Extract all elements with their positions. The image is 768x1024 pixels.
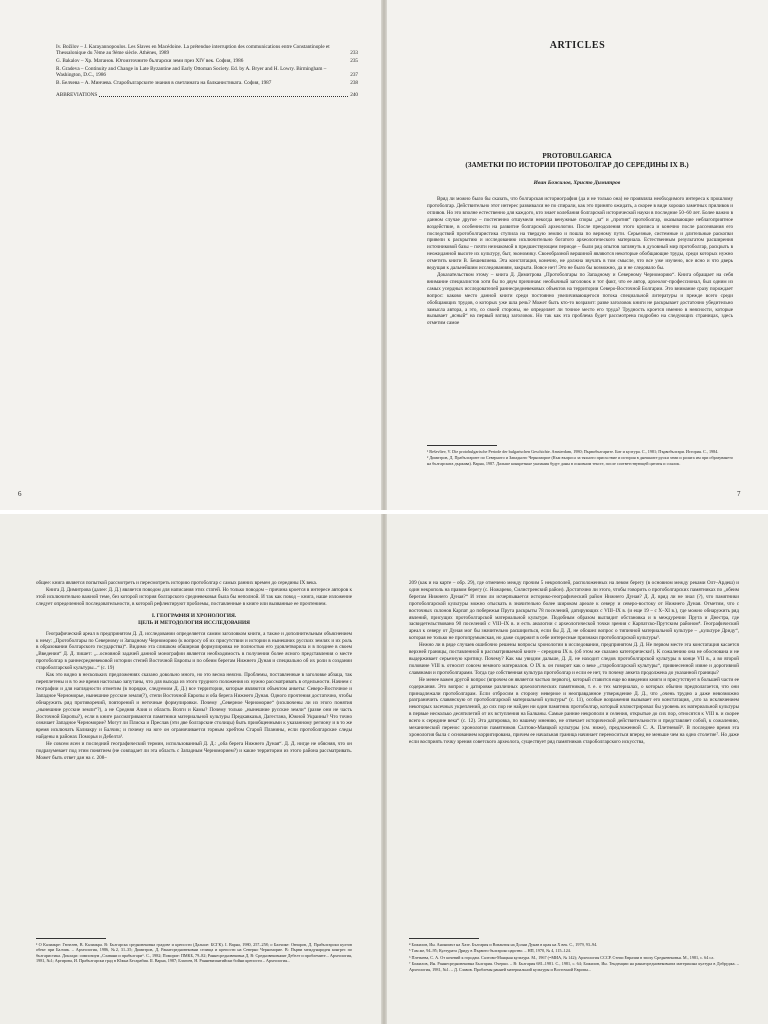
body-paragraph: Географический ареал в предпринятом Д. Д. исследовании определяется самим заголовком книги, а также и дополнительным объяснением к нему: „Протоболгары по Северному и Западному Черноморию (к вопросу об их присутствии и истории в нынешних русских землях и их роль в образовании болгарского государства)“. Видимо эта слишком обширная формулировка не полностью его удовлетворила и в позднее в своем „Введении“ Д. Д. пишет: „...основной задачей данной монографии является необходимость в получении более ясного представления о месте протоболгар в раннесредневековой истории степей Восточной Европы и по обеим берегам Нижнего Дуная и специально об их роли в создании староболгарской культуры...“ (с. 19) xyxy=(36,630,352,672)
toc-entry-page: 233 xyxy=(350,50,358,57)
footnote: ⁶ Плетнева, С. А. От кочевий к городам. Салтово-Маяцкая культура. М., 1967 (=МИА, № 142); Археология СССР. Степи Евразии в эпоху Средневековья. М., 1981, с. 64 сл. xyxy=(409,954,715,960)
toc-entry-text: G. Bakalov – Хр. Матанов. Югоизточните български земи през XIV век. София, 1986 xyxy=(56,58,244,64)
page-number: 6 xyxy=(18,490,22,498)
article-first-page xyxy=(387,0,768,510)
section-title xyxy=(36,613,352,627)
footnote: ³ О Калиакре: Гюзелев, В. Калиакра. В: Българска средновековна градове и крепости (Дальше: БСГК). I. Варна, 1980, 257–258; о Балчике: Овчаров, Д. Прабългарски култов обект при Балчик. – Археология, 1986, №2, 31–35; Димитров, Д. Раннесредновековни селища и крепости на Северно Черноморие. В: Първи международен конгрес по българистика. Доклади: симпозиум „Славяни и прабългари“. С., 1982; Поморие: ПМКБ, 79–82; Раннесредновековна Д. В: Средновековният Дебелт и проблемите... Археология, 1981, №1; Аргирова, И. Прабългарски грaд в Южна Бесарабия. II. Варна, 1987; Благоев, Н. Ранневизантийски бойни крепости – Археология... xyxy=(36,942,352,964)
toc-entry xyxy=(56,66,358,79)
toc-entry-page: 235 xyxy=(350,58,358,64)
toc-abbreviations-page: 240 xyxy=(350,92,358,98)
contents-page xyxy=(0,0,381,510)
table-of-contents xyxy=(56,44,358,100)
toc-entry-page: 238 xyxy=(350,79,358,86)
toc-entry xyxy=(56,80,358,86)
article-body xyxy=(427,196,733,440)
toc-entry xyxy=(56,44,358,57)
toc-leader-dots xyxy=(99,96,348,97)
toc-abbreviations-entry xyxy=(56,92,358,98)
body-paragraph: 209 (как и на карте – обр. 29), где отмечено между прочим 5 некрополей, расположенных на левом берегу (в основном между реками Олт–Ардеш) и один некрополь на правом берегу (с. Ножарево, Силистренский район). Достаточно ли этого, чтобы говорить о протоболгарских памятниках по „обеим берегам Нижнего Дуная?“ И этим ли исчерпывается историко-географический район Нижнего Дуная? Д. Д. вряд ли не знал (?), что памятники протоболгарской культуры можно отыскать в значительно более широком ареале к северу и северо-востоку от Нижнего Дуная. Отметим, что с восточных склонов Карпат до побережья Прута раскрыты 78 поселений, датирующих с VIII–IX в. (и еще 19 – с X–XI в.), где можно обнаружить ряд явлений, присущих протоболгарской материальной культуре. Подобным образом выглядит обстановка и в междуречии Прута и Днестра, где засвидетельствовано 90 поселений с VIII–IX в. и есть аналогии с археологической точки зрения с Карпатско-Прутским районом⁴. Географический ареал к северу от Дуная мог бы значительно расшириться, если бы Д. Д. не обошел вопрос о типичной материальной культуре – „культуре Дридy“, которая не только не протопрумынская, но даже содержит в себе интересные признаки протоболгарской культуры⁵. xyxy=(409,580,739,642)
toc-entry-text: В. Белчева – А. Минчева. Старобългарските знания в светлината на балканистиката. София, 1987 xyxy=(56,79,272,86)
article-page-8 xyxy=(0,514,381,1024)
section-heading: ARTICLES xyxy=(549,40,606,51)
footnotes xyxy=(36,942,352,1020)
book-spread-bottom xyxy=(0,514,768,1024)
section-title-line: I. ГЕОГРАФИЯ И ХРОНОЛОГИЯ. xyxy=(151,612,237,619)
body-paragraph: Не совсем ясен и последний географический термин, использованный Д. Д.: „оба берега Нижнего Дуная“. Д. Д. нигде не обясняя, что он подразумевает под этим понятием (не совпадает ли эта область с Западным Черноморием?) и какие территории из этого района рассматривать. Может быть ответ дан на с. 208– xyxy=(36,741,352,761)
body-paragraph: Вряд ли можно было бы сказать, что болгарская историография (да и не только она) не проявляла необходимого интереса к прошлому протоболгар. Действительно этот интерес развивался не по спирали, как это принято ожидать, а скорее в виде хорошо заметных приливов и отливов. Но это вполне естественно для каждого, кто знает колебания болгарской исторической науки в последние 50–60 лет. Более важно в данном случае другое – постепенно отшумели некогда венужные споры „за“ и „против“ протоболгар, оказывающие неблагоприятное воздействие, в особенности на развитие болгарской археологии. После преодоления этого кризиса и конечно после рассеивания его последствий протоболгаристика ступила на твердую землю и пошла по верному пути. Серьезные, системные и длительные раскопки привели к раскрытию и исследованию исключительно богатого археологического материала. Естественным результатом расширения источниковой базы – почти незнакомой в предшествующем периоде – были ряд опытов заглянуть в духовный мир протоболгар, раскрыть в неожиданной высоте их культуру, быт, экономику. Своеобразной вершиной являются некоторые обобщающие труды, среди которых нужно отметить книги В. Бешевлиева. Эта констатация, конечно, не должна звучать в том смысле, что все уже изучено, все ясно и что дверь ведущая к дальнейшим исследованиям, закрыта. Вовсе нет! Это не было бы возможно, да и не следовало бы. xyxy=(427,196,733,272)
body-paragraph: Доказательством этому – книга Д. Димитрова „Протоболгары по Западному и Северному Черноморию“. Книга обращает на себя внимание специалистов хотя бы по двум причинам: необычный заголовок и тот факт, что ее автор, археолог-профессионал, был одним из самых усердных исследователей раннесредневековых объектов на территории Северо-Восточной Болгарии. Это внимание сразу порождает вопрос: каково место данной книги среди постоянно увеличивающегося потока специальной литературы и прежде всего среди обобщающих трудов, о которых уже шла речь? Может быть кто-то возразит: разве заголовок книги не раскрывает достаточно убедительно замысла автора, а это, со своей стороны, не определяет ли точное место его труда? Трудность кроется именно в неясности, которые вызывает „ясный“ на первый взгляд заголовок. Но так как эта проблема будет рассмотрена подробно на следующих страницах, здесь отметим самое xyxy=(427,271,733,327)
toc-entry-page: 237 xyxy=(350,72,358,78)
toc-entry-text: Iv. Božilov – J. Karayannopoulos. Les Slaves en Macédoine. La prétendue interruption des communications entre Constantinople et Thessalonique du 7ème au 9ème siècle. Athènes, 1989 xyxy=(56,44,330,57)
body-paragraph: Не менее важен другой вопрос (впрочем он является частью первого), который ставится еще во введении книги и присутствует в большей части ее содержания. Это вопрос о датировке различных археологических памятников, т. е. о тех материалах, о которых обычно предполагается, что они принадлежали протоболгарам. Если отбросим в сторону неверное и неоправданное утверждение Д. Д., что „очень трудно а даже невозможно разграничить славянскую от протоболгарской материальной культуры“ (с. 11), особые возражения вызывает его констатация, „что за исключением некоторых засечных укреплений, до сих пор не найден ни один памятник протоболгар, который иллюстрировал бы уровень их материальной культуры в первые несколько десятилетий от их вступления на Балканы. Самые ранние некрополи и селения, открытые до сих пор, относятся к VIII в. и скорее всего к середине века“ (с. 12). Эта датировка, по нашему мнению, не отвечает исторической действительности и представляет собой, к сожалению, механический перенос хронологии памятников Салтово-Маяцкой культуры (см. ниже), предложенной С. А. Плетневой⁶. В последнее время эта хронология была с основанием корригирована, причем ее начальная граница начинает переноситься вперед не меньше чем на одно столетие⁷. Но даже если восприять точку зрения советского археолога, существует ряд памятников староболгарского искусства, xyxy=(409,676,739,745)
article-page-9 xyxy=(387,514,768,1024)
body-paragraph: Как это видно в нескольких предложениях сказано довольно много, но это весма неясно. Проблемы, поставленные в заголовке абзаца, так переплетены и в то же время настолько запутаны, что для выхода из этого трудного положения их нужно рассматривать в отдельности. Начнем с географии и для наглядности отметим (в порядке, следуемом Д. Д.) все территории, которые являются объектом анкеты: Северо-Восточное и Западное Черноморье, нынешние русские земли(?), степи Восточной Европы и оба берега Нижнего Дуная. Одного прочтения достаточно, чтобы обнаружить ряд противоречий, повторений и неточные формулировки. Почему „Северное Черноморие“ (исключены ли из этого понятия „нынешние русские земли“?), а не Средняя Азия и область Волги и Камы? Почему только „нынешние русские земли“ (разве они не часть Восточной Европы?), если в книге рассматриваются памятники материальной культуры Предкавказья, Дагестана, Южной Украины? Что точно означает Западное Черноморие? Могут ли Плиска и Преслав (эти две болгарские столицы) быть приобщенными к указанному региону и в то же время исключать Калиакру и Балчик; и почему на юге он ограничивается горным хребтом Старой Планины, если протоболгарские следы найдены в районах Поморья и Дебелта³. xyxy=(36,672,352,741)
footnote: ¹ Beševliev, V. Die protobulgarische Periode der bulgarischen Geschichte. Amsterdam, 1980; Първобългарите. Бит и култура. С., 1981; Първобългари. История. С., 1984. xyxy=(427,449,719,454)
toc-abbreviations-label: ABBREVIATIONS xyxy=(56,92,98,98)
page-number: 7 xyxy=(737,490,741,498)
book-spread-top xyxy=(0,0,768,510)
article-title-subtitle: (ЗАМЕТКИ ПО ИСТОРИИ ПРОТОБОЛГАР ДО СЕРЕДИНЫ IX В.) xyxy=(465,161,689,169)
footnote: ⁷ Божилов, Ин. Раннесредновековна България. Очерки. – В: България 681–1981. С., 1981, с. 64; Божилов, Ин. Тенденции на раннесредновековната материална култура в Добруджа. – Археология, 1981, №1. – Д. Славов. Проблемы ранней материальной культуры и Восточной Европы... xyxy=(409,961,739,972)
article-title-main: PROTOBULGARICA xyxy=(542,152,612,160)
article-title xyxy=(427,152,727,170)
article-body xyxy=(409,580,739,932)
article-body xyxy=(36,580,352,930)
toc-entry xyxy=(56,58,358,64)
footnote: ⁵ Там же, 94–95; Културата Дриду в Първото българско царство. – НП, 1970, № 4, 115–124. xyxy=(409,948,571,954)
footnotes xyxy=(427,449,733,493)
body-paragraph: Книга Д. Димитрова (далее: Д. Д.) является поводом для написания этих статей. Но только поводом – причина кроется в интересе авторов к этой исключительно важной теме, без которой история болгарского средневековья была бы неполной. И так как повод – книга, наше изложение следует определенной последовательности, в которой рефлектируют проблемы, поставленные в книге или вызванные ее прочтением. xyxy=(36,586,352,607)
article-authors: Иван Божилов, Христо Димитров xyxy=(533,180,621,186)
section-title-line: ЦЕЛЬ И МЕТОДОЛОГИЯ ИССЛЕДОВАНИЯ xyxy=(138,619,250,626)
body-paragraph: Нежно ли в ряде случаев ошибочно решены вопросы хронологии в исследовании, предпринятом Д. Д. Не первом месте эта констатация касается верхней границы, поставленной в рассматриваемой книге – середина IX в. (об этом же сказано категорически!). К сожалению она не обоснована и не выдерживает серьезную критику. Почему? Как мы увидим дальше, Д. Д. не находит следов протоболгарской культуры в конце VII в., а во второй половине VIII в. относит совсем немного материалов. О IX в. он говорит как о веке „староболгарской культуры“, привнесенной извне и дорогивной славянами и протоболгарами. Тогда где собственная культура протоболгар и если ее нет, то почему анкета продолжена до указанной границы? xyxy=(409,642,739,676)
footnote-divider xyxy=(409,938,479,939)
footnotes xyxy=(409,942,739,1020)
footnote: ² Димитров, Д. Прабългарите по Северното и Западното Черноморие (Към въпроса за тяхното присъствие и история в днешните руски земи и ролята им при образуването на българската държава). Варна, 1987. Дальше конкретные указания будут даны в основном тексте, после соответствующей цитаты и ссылок. xyxy=(427,455,733,466)
toc-entry-text: R. Gradeva – Continuity and Change in Late Byzantine and Early Ottoman Society. Ed. by A. Bryer and H. Lowry. Birmingham – Washington, D.C., 1986 xyxy=(56,65,327,78)
footnote-divider xyxy=(427,445,497,446)
footnote-divider xyxy=(36,938,106,939)
footnote: ⁴ Божилов, Ин. Анонимът на Хазе. България и Византия на Долни Дунав в края на X век. С., 1979, 93–94. xyxy=(409,942,598,947)
body-paragraph: общее: книга является попыткой рассмотреть и пересмотреть историю протоболгар с самых ранних времен до середины IX века. xyxy=(36,580,318,586)
